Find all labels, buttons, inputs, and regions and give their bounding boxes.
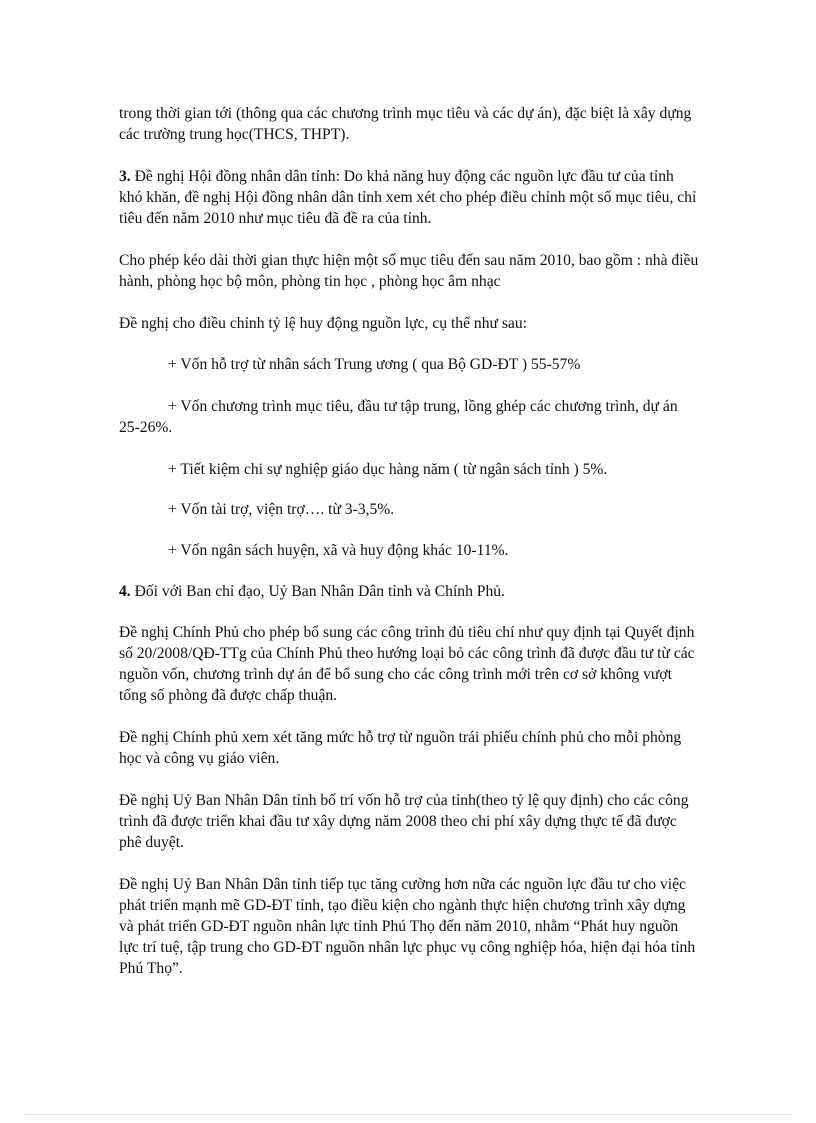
item-4-number: 4. <box>119 583 131 600</box>
paragraph-bond-support: Đề nghị Chính phủ xem xét tăng mức hỗ trợ từ nguồn trái phiếu chính phủ cho mỗi phòng học và công vụ giáo viên. <box>119 729 682 767</box>
paragraph-continue-investment: Đề nghị Uỷ Ban Nhân Dân tỉnh tiếp tục tăng cường hơn nữa các nguồn lực đầu tư cho việc phát triển mạnh mẽ GD-ĐT tỉnh, tạo điều kiện cho ngành thực hiện chương trình xây dựng và phát triển GD-ĐT nguồn nhân lực tỉnh Phú Thọ đến năm 2010, nhằm “Phát huy nguồn lực trí tuệ, tập trung cho GD-ĐT nguồn nhân lực phục vụ công nghiệp hóa, hiện đại hóa tỉnh Phú Thọ”. <box>119 876 696 977</box>
list-item-sponsorship: + Vốn tài trợ, viện trợ…. từ 3-3,5%. <box>168 501 395 518</box>
paragraph-item-4: 4. Đối với Ban chỉ đạo, Uỷ Ban Nhân Dân tỉnh và Chính Phủ. <box>119 583 505 600</box>
item-3-number: 3. <box>119 168 131 185</box>
paragraph-adjust-ratio: Đề nghị cho điều chỉnh tỷ lệ huy động nguồn lực, cụ thể như sau: <box>119 315 527 332</box>
paragraph-extend-time: Cho phép kéo dài thời gian thực hiện một số mục tiêu đến sau năm 2010, bao gồm : nhà điều hành, phòng học bộ môn, phòng tin học , phòng học âm nhạc <box>119 252 699 290</box>
list-item-local-budget: + Vốn ngân sách huyện, xã và huy động khác 10-11%. <box>168 542 509 559</box>
paragraph-item-3: 3. Đề nghị Hội đồng nhân dân tỉnh: Do khả năng huy động các nguồn lực đầu tư của tỉnh khó khăn, đề nghị Hội đồng nhân dân tỉnh xem xét cho phép điều chỉnh một số mục tiêu, chỉ tiêu đến năm 2010 như mục tiêu đã đề ra của tỉnh. <box>119 168 697 227</box>
paragraph-provincial-capital: Đề nghị Uỷ Ban Nhân Dân tỉnh bố trí vốn hỗ trợ của tỉnh(theo tỷ lệ quy định) cho các công trình đã được triển khai đầu tư xây dựng năm 2008 theo chi phí xây dựng thực tế đã được phê duyệt. <box>119 792 689 851</box>
list-item-savings: + Tiết kiệm chi sự nghiệp giáo dục hàng năm ( từ ngân sách tỉnh ) 5%. <box>168 461 608 478</box>
paragraph-intro-continuation: trong thời gian tới (thông qua các chương trình mục tiêu và các dự án), đặc biệt là xây dựng các trường trung học(THCS, THPT). <box>119 105 692 143</box>
list-item-central-budget: + Vốn hỗ trợ từ nhân sách Trung ương ( qua Bộ GD-ĐT ) 55-57% <box>168 356 581 373</box>
list-item-target-programs: + Vốn chương trình mục tiêu, đầu tư tập trung, lồng ghép các chương trình, dự án 25-26%. <box>119 398 678 436</box>
page-bottom-divider <box>24 1114 792 1115</box>
paragraph-government-request: Đề nghị Chính Phủ cho phép bổ sung các công trình đủ tiêu chí như quy định tại Quyết định số 20/2008/QĐ-TTg của Chính Phủ theo hướng loại bỏ các công trình đã được đầu tư từ các nguồn vốn, chương trình dự án để bổ sung cho các công trình mới trên cơ sở không vượt tổng số phòng đã được chấp thuận. <box>119 624 695 704</box>
